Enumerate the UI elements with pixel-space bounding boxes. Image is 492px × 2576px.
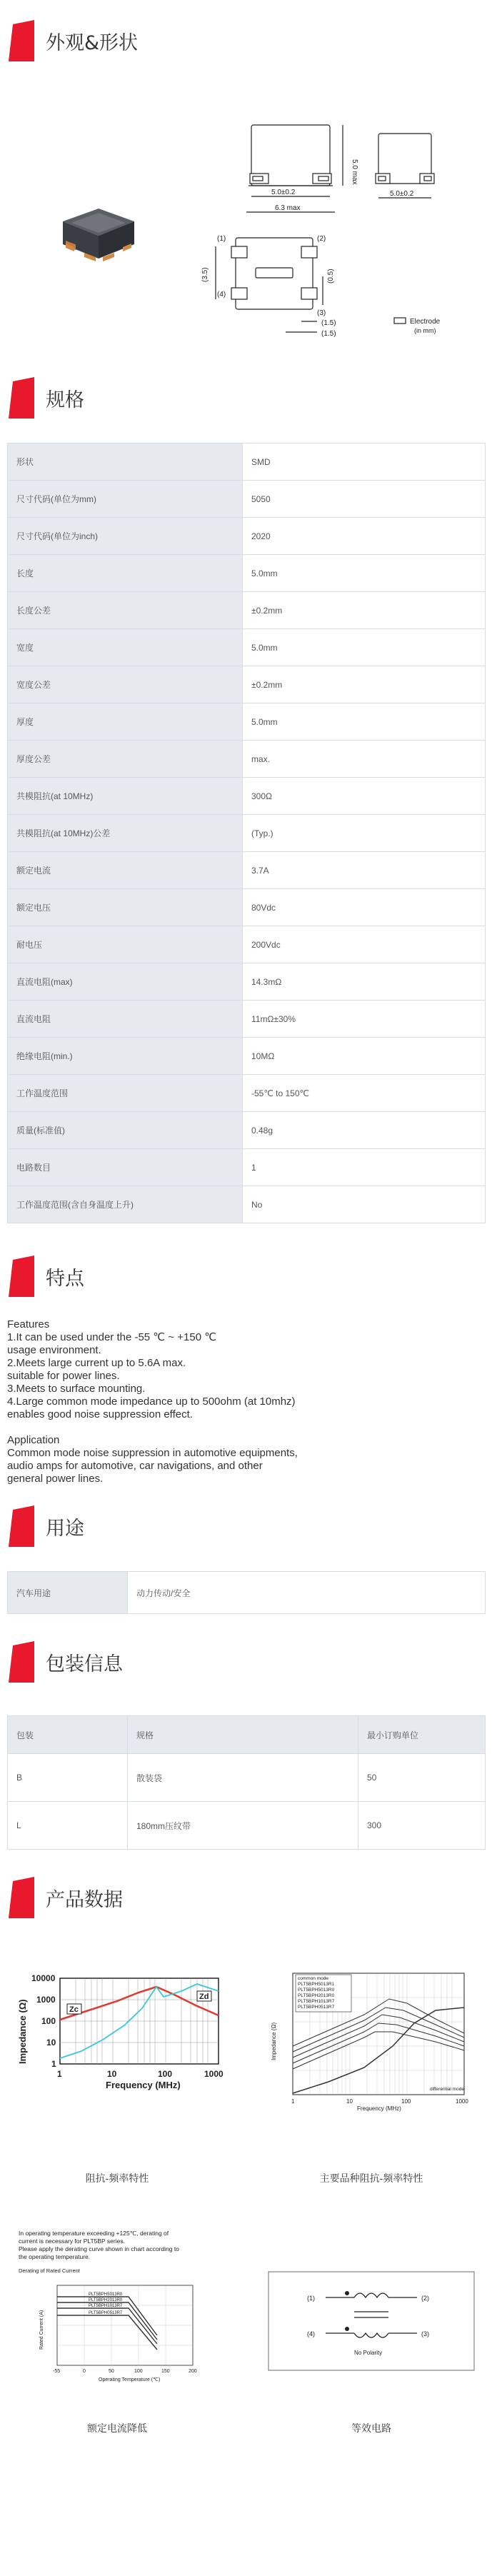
spec-value: 5.0mm bbox=[243, 555, 486, 592]
x-axis-label: Frequency (MHz) bbox=[357, 2105, 401, 2112]
table-row bbox=[8, 1186, 486, 1223]
spec-key: 尺寸代码(单位为inch) bbox=[8, 518, 243, 555]
dim-15a-text: (1.5) bbox=[321, 319, 336, 327]
derating-chart bbox=[14, 2228, 229, 2407]
product-image bbox=[56, 200, 141, 264]
spec-value: 11mΩ±30% bbox=[243, 1001, 486, 1038]
packaging-table bbox=[7, 1715, 486, 1850]
spec-key: 长度 bbox=[8, 555, 243, 592]
dim-05-text: (0.5) bbox=[327, 269, 335, 284]
spec-value: 200Vdc bbox=[243, 926, 486, 963]
x-tick: 1000 bbox=[456, 2098, 468, 2105]
legend-item: PLT5BPH1013R7 bbox=[298, 1999, 335, 2004]
table-row bbox=[8, 629, 486, 666]
chart-caption: 阻抗-频率特性 bbox=[85, 2172, 149, 2184]
section-title: 用途 bbox=[46, 1518, 84, 1540]
dim-35-text: (3.5) bbox=[201, 267, 209, 282]
spec-value: ±0.2mm bbox=[243, 666, 486, 703]
legend-item: PLT5BPH2013R0 bbox=[89, 2298, 123, 2302]
spec-key: 额定电压 bbox=[8, 889, 243, 926]
spec-value: (Typ.) bbox=[243, 815, 486, 852]
spec-key: 电路数目 bbox=[8, 1149, 243, 1186]
x-tick: 100 bbox=[134, 2369, 143, 2374]
spec-key: 质量(标准值) bbox=[8, 1112, 243, 1149]
zc-label: Zc bbox=[69, 2005, 79, 2014]
y-tick: 10000 bbox=[31, 1973, 56, 1983]
spec-value: 5.0mm bbox=[243, 703, 486, 741]
pin-1-label: (1) bbox=[217, 235, 226, 243]
table-row bbox=[8, 518, 486, 555]
x-tick: 100 bbox=[401, 2098, 411, 2105]
y-axis-label: Rated Current (A) bbox=[39, 2310, 44, 2350]
table-header-cell: 最小订购单位 bbox=[358, 1716, 486, 1754]
section-marker-icon bbox=[9, 1256, 34, 1297]
table-cell: 300 bbox=[358, 1802, 486, 1850]
table-cell: 50 bbox=[358, 1754, 486, 1802]
table-header-row bbox=[8, 1716, 486, 1754]
spec-key: 直流电阻(max) bbox=[8, 963, 243, 1001]
derating-title: Derating of Rated Current bbox=[19, 2267, 80, 2274]
legend-item: PLT5BPH1013R7 bbox=[89, 2304, 123, 2308]
table-row bbox=[8, 592, 486, 629]
spec-value: ±0.2mm bbox=[243, 592, 486, 629]
specs-table bbox=[7, 443, 486, 1223]
table-row bbox=[8, 926, 486, 963]
x-tick: 50 bbox=[109, 2369, 114, 2374]
x-tick: 10 bbox=[346, 2098, 353, 2105]
spec-key: 共模阻抗(at 10MHz)公差 bbox=[8, 815, 243, 852]
chart-caption: 等效电路 bbox=[351, 2422, 391, 2434]
table-row bbox=[8, 1149, 486, 1186]
section-title: 特点 bbox=[46, 1268, 84, 1290]
legend-item: PLT5BPH5013R0 bbox=[298, 1988, 335, 1993]
x-tick: 10 bbox=[107, 2069, 117, 2079]
table-row bbox=[8, 778, 486, 815]
section-title: 包装信息 bbox=[46, 1653, 123, 1675]
circuit-note: No Polarity bbox=[354, 2350, 383, 2356]
spec-value: 300Ω bbox=[243, 778, 486, 815]
features-text: Features 1.It can be used under the -55 ℃ ~ +150 ℃ usage environment. 2.Meets large current up to 5.6A max. suitable for power lines. 3.Meets to surface mounting. 4.Large common mode impedance up to 500ohm (at 10mhz) enables good noise suppression effect. Application Common mode noise suppression in automotive equipments, audio amps for automotive, car navigations, and other general power lines. bbox=[7, 1318, 298, 1485]
legend-item: PLT5BPH5013R0 bbox=[89, 2292, 123, 2297]
dim-max-text: 6.3 max bbox=[275, 204, 301, 212]
section-marker-icon bbox=[9, 1641, 34, 1683]
x-axis-label: Frequency (MHz) bbox=[106, 2080, 181, 2090]
spec-value: No bbox=[243, 1186, 486, 1223]
y-tick: 100 bbox=[41, 2016, 56, 2026]
table-row bbox=[8, 1572, 486, 1614]
spec-value: 2020 bbox=[243, 518, 486, 555]
section-header-features bbox=[0, 1236, 492, 1314]
spec-key: 额定电流 bbox=[8, 852, 243, 889]
legend-item: PLT5BPH2013R0 bbox=[298, 1993, 335, 1998]
x-tick: 200 bbox=[189, 2369, 197, 2374]
x-tick: 1 bbox=[291, 2098, 295, 2105]
y-tick: 10 bbox=[46, 2038, 56, 2048]
spec-key: 绝缘电阻(min.) bbox=[8, 1038, 243, 1075]
equivalent-circuit bbox=[264, 2267, 478, 2375]
legend-item: PLT5BPH0513R7 bbox=[298, 2005, 335, 2010]
spec-key: 工作温度范围 bbox=[8, 1075, 243, 1112]
spec-key: 宽度公差 bbox=[8, 666, 243, 703]
zd-label: Zd bbox=[199, 1993, 209, 2001]
spec-value: 80Vdc bbox=[243, 889, 486, 926]
section-header-product-data bbox=[0, 1857, 492, 1935]
legend-unit: (in mm) bbox=[414, 327, 436, 334]
spec-key: 耐电压 bbox=[8, 926, 243, 963]
table-row bbox=[8, 1038, 486, 1075]
table-row bbox=[8, 741, 486, 778]
spec-value: -55℃ to 150℃ bbox=[243, 1075, 486, 1112]
table-cell: 动力传动/安全 bbox=[128, 1572, 486, 1614]
x-tick: 100 bbox=[158, 2069, 173, 2079]
table-row bbox=[8, 555, 486, 592]
product-impedance-chart bbox=[264, 1968, 478, 2118]
table-row bbox=[8, 1802, 486, 1850]
table-row bbox=[8, 443, 486, 481]
table-row bbox=[8, 481, 486, 518]
spec-key: 厚度 bbox=[8, 703, 243, 741]
spec-value: max. bbox=[243, 741, 486, 778]
spec-value: 5.0mm bbox=[243, 629, 486, 666]
pin-4-label: (4) bbox=[217, 291, 226, 299]
spec-value: 1 bbox=[243, 1149, 486, 1186]
section-header-packaging bbox=[0, 1621, 492, 1700]
spec-key: 直流电阻 bbox=[8, 1001, 243, 1038]
circuit-pin-label: (2) bbox=[421, 2295, 429, 2302]
y-axis-label: Impedance (Ω) bbox=[17, 1999, 28, 2064]
legend-title: common mode bbox=[298, 1976, 328, 1981]
table-row bbox=[8, 1001, 486, 1038]
table-row bbox=[8, 1754, 486, 1802]
table-row bbox=[8, 815, 486, 852]
spec-value: 5050 bbox=[243, 481, 486, 518]
section-marker-icon bbox=[9, 1877, 34, 1918]
x-tick: 1 bbox=[57, 2069, 62, 2079]
table-row bbox=[8, 703, 486, 741]
impedance-frequency-chart bbox=[10, 1971, 224, 2107]
table-cell: L bbox=[8, 1802, 128, 1850]
x-axis-label: Operating Temperature (℃) bbox=[99, 2377, 161, 2382]
section-marker-icon bbox=[9, 377, 34, 419]
spec-key: 厚度公差 bbox=[8, 741, 243, 778]
spec-value: 10MΩ bbox=[243, 1038, 486, 1075]
spec-value: SMD bbox=[243, 443, 486, 481]
chart-caption: 额定电流降低 bbox=[87, 2422, 147, 2434]
spec-value: 0.48g bbox=[243, 1112, 486, 1149]
table-header-cell: 包装 bbox=[8, 1716, 128, 1754]
spec-key: 长度公差 bbox=[8, 592, 243, 629]
legend-item: PLT5BPH0513R7 bbox=[89, 2311, 123, 2315]
dim-height-text: 5.0 max bbox=[351, 159, 358, 185]
derating-note-line: current is necessary for PLT5BP series. bbox=[19, 2237, 125, 2245]
table-cell: B bbox=[8, 1754, 128, 1802]
legend-electrode: Electrode bbox=[410, 318, 441, 326]
section-marker-icon bbox=[9, 1505, 34, 1547]
derating-note-line: In operating temperature exceeding +125℃, derating of bbox=[19, 2230, 169, 2237]
pin-3-label: (3) bbox=[317, 309, 326, 317]
spec-key: 尺寸代码(单位为mm) bbox=[8, 481, 243, 518]
dim-15b-text: (1.5) bbox=[321, 330, 336, 338]
table-row bbox=[8, 852, 486, 889]
table-cell: 汽车用途 bbox=[8, 1572, 128, 1614]
section-marker-icon bbox=[9, 20, 34, 61]
section-header-applications bbox=[0, 1485, 492, 1564]
applications-table bbox=[7, 1571, 486, 1614]
spec-key: 形状 bbox=[8, 443, 243, 481]
chart-caption: 主要品种阻抗-频率特性 bbox=[319, 2172, 423, 2184]
y-tick: 1000 bbox=[36, 1995, 56, 2005]
derating-note-line: the operating temperature. bbox=[19, 2253, 91, 2260]
x-tick: 0 bbox=[83, 2369, 86, 2374]
section-title: 外观&形状 bbox=[46, 32, 139, 54]
spec-value: 14.3mΩ bbox=[243, 963, 486, 1001]
spec-key: 共模阻抗(at 10MHz) bbox=[8, 778, 243, 815]
table-header-cell: 规格 bbox=[128, 1716, 358, 1754]
section-title: 规格 bbox=[46, 389, 84, 411]
y-tick: 1 bbox=[51, 2059, 56, 2069]
table-row bbox=[8, 889, 486, 926]
dim-width-text: 5.0±0.2 bbox=[271, 189, 296, 196]
table-cell: 180mm压纹带 bbox=[128, 1802, 358, 1850]
legend-item: PLT5BPH5013R1 bbox=[298, 1982, 335, 1987]
table-row bbox=[8, 666, 486, 703]
x-tick: 150 bbox=[161, 2369, 170, 2374]
section-header-appearance bbox=[0, 0, 492, 79]
circuit-pin-label: (1) bbox=[307, 2295, 315, 2302]
section-header-specs bbox=[0, 357, 492, 436]
table-row bbox=[8, 1075, 486, 1112]
x-tick: 1000 bbox=[204, 2069, 224, 2079]
table-row bbox=[8, 963, 486, 1001]
circuit-pin-label: (3) bbox=[421, 2330, 429, 2337]
y-axis-label: Impedance (Ω) bbox=[271, 2022, 277, 2060]
dimension-drawing bbox=[171, 118, 443, 361]
derating-note-line: Please apply the derating curve shown in chart according to bbox=[19, 2245, 179, 2252]
spec-key: 工作温度范围(含自身温度上升) bbox=[8, 1186, 243, 1223]
table-row bbox=[8, 1112, 486, 1149]
pin-2-label: (2) bbox=[317, 235, 326, 243]
legend-diff-mode: differential mode bbox=[430, 2087, 464, 2092]
section-title: 产品数据 bbox=[46, 1889, 123, 1911]
dim-side-text: 5.0±0.2 bbox=[390, 190, 414, 198]
table-cell: 散装袋 bbox=[128, 1754, 358, 1802]
x-tick: -55 bbox=[53, 2369, 61, 2374]
spec-value: 3.7A bbox=[243, 852, 486, 889]
spec-key: 宽度 bbox=[8, 629, 243, 666]
circuit-pin-label: (4) bbox=[307, 2330, 315, 2337]
